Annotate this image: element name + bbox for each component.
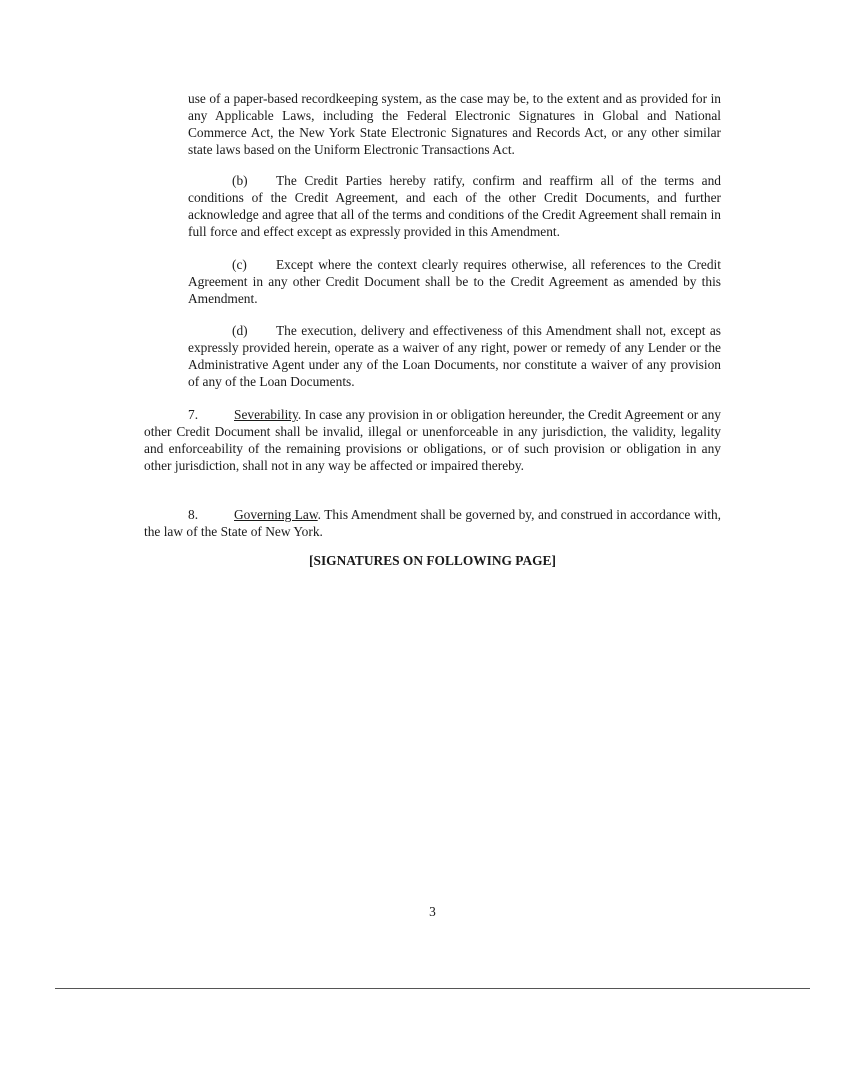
section-8-text: . This Amendment shall be governed by, and construed in accordance with, the law of the State of New York. (144, 507, 721, 539)
paragraph-b-label: (b) (232, 173, 248, 188)
paragraph-b (188, 172, 721, 240)
paragraph-d-label: (d) (232, 323, 248, 338)
footer-divider (55, 988, 810, 989)
section-8-number: 8. (188, 507, 199, 522)
paragraph-c-text: Except where the context clearly requires otherwise, all references to the Credit Agreement in any other Credit Document shall be to the Credit Agreement as amended by this Amendment. (188, 257, 721, 306)
paragraph-d (188, 322, 721, 390)
continuation-paragraph: use of a paper-based recordkeeping system, as the case may be, to the extent and as provided for in any Applicable Laws, including the Federal Electronic Signatures in Global and National Commerce Act, the New York State Electronic Signatures and Records Act, or any other similar state laws based on the Uniform Electronic Transactions Act. (188, 91, 721, 157)
section-7-title: Severability (234, 407, 298, 422)
paragraph-b-text: The Credit Parties hereby ratify, confirm and reaffirm all of the terms and conditions of the Credit Agreement, and each of the other Credit Documents, and further acknowledge and agree that all of the terms and conditions of the Credit Agreement shall remain in full force and effect except as expressly provided in this Amendment. (188, 173, 721, 239)
section-7-severability (144, 406, 721, 474)
paragraph-d-text: The execution, delivery and effectiveness of this Amendment shall not, except as expressly provided herein, operate as a waiver of any right, power or remedy of any Lender or the Administrative Agent under any of the Loan Documents, nor constitute a waiver of any provision of any of the Loan Documents. (188, 323, 721, 389)
signatures-heading: [SIGNATURES ON FOLLOWING PAGE] (309, 553, 556, 568)
paragraph-c-label: (c) (232, 257, 247, 272)
section-8-governing-law (144, 506, 721, 540)
section-7-text: . In case any provision in or obligation hereunder, the Credit Agreement or any other Credit Document shall be invalid, illegal or unenforceable in any jurisdiction, the validity, legality and enforceability of the remaining provisions or obligations, or of such provision or obligation in any other jurisdiction, shall not in any way be affected or impaired thereby. (144, 407, 721, 473)
section-7-number: 7. (188, 407, 199, 422)
section-8-title: Governing Law (234, 507, 318, 522)
paragraph-c (188, 256, 721, 307)
page-number: 3 (429, 904, 436, 919)
